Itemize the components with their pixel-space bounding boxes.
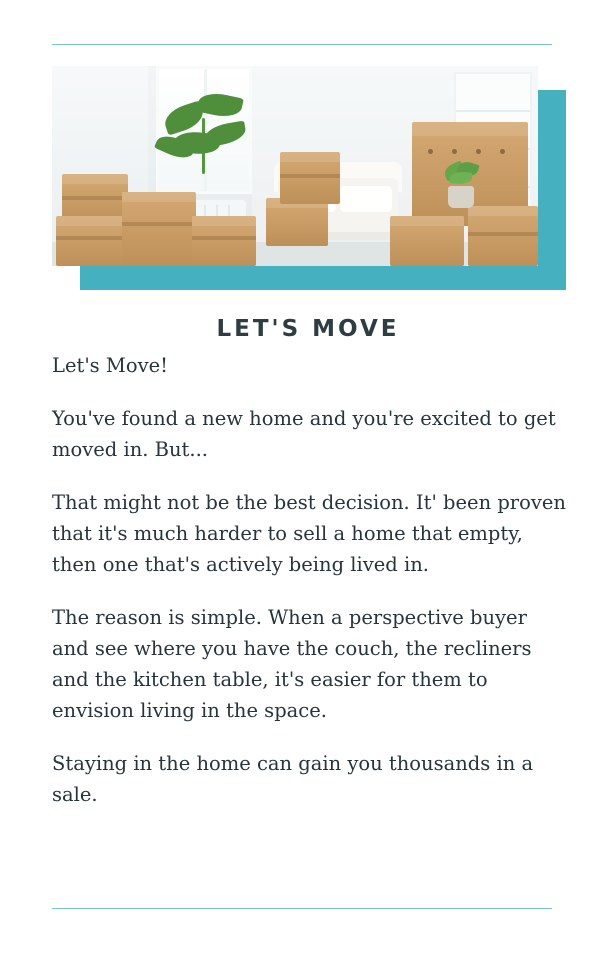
plant-pot (448, 186, 474, 208)
article-body (52, 350, 568, 810)
paragraph: You've found a new home and you're excited to get moved in. But... (52, 407, 556, 461)
cardboard-box (468, 206, 538, 266)
cardboard-box (280, 152, 340, 204)
box-dots (428, 149, 512, 155)
hero-image-block (52, 66, 566, 290)
cardboard-box (266, 198, 328, 246)
paragraph: That might not be the best decision. It' been proven that it's much harder to sell a home that empty, then one that's actively being lived in. (52, 491, 566, 576)
paragraph: The reason is simple. When a perspective buyer and see where you have the couch, the recliners and the kitchen table, it's easier for them to envision living in the space. (52, 606, 532, 722)
cardboard-box (192, 216, 256, 266)
cardboard-box (122, 192, 196, 266)
couch-cushion (340, 186, 392, 212)
bottom-divider (52, 908, 552, 909)
paragraph: Let's Move! (52, 354, 168, 377)
page-title: LET'S MOVE (216, 316, 400, 342)
hero-photo (52, 66, 538, 266)
room-illustration (52, 66, 538, 266)
cardboard-box (390, 216, 464, 266)
top-divider (52, 44, 552, 45)
paragraph: Staying in the home can gain you thousands in a sale. (52, 752, 534, 806)
